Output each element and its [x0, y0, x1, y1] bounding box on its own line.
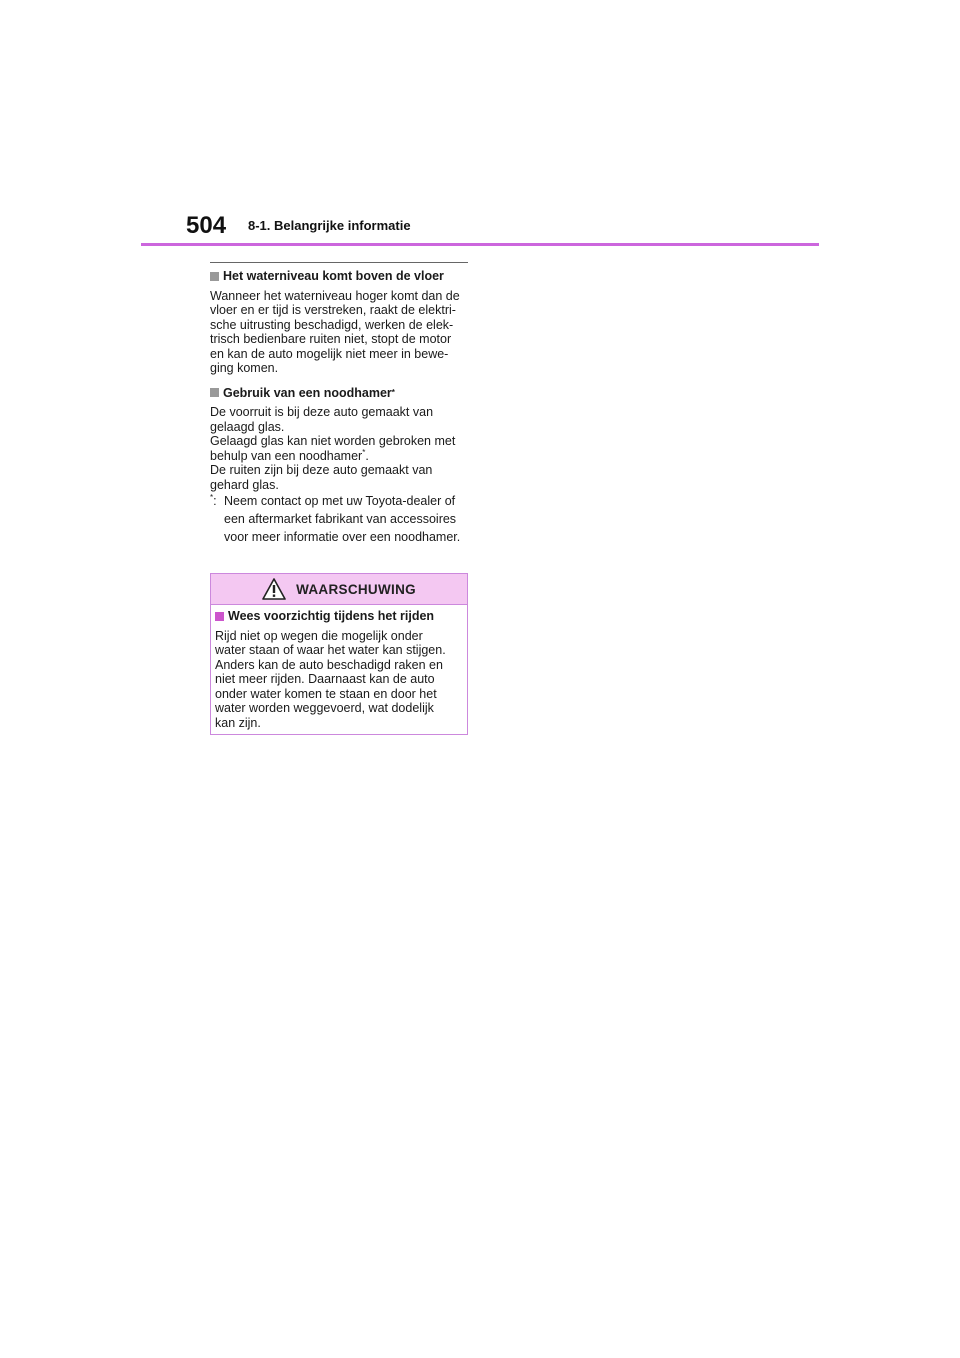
warning-title: WAARSCHUWING [296, 581, 416, 597]
paragraph-tempered-glass: De ruiten zijn bij deze auto gemaakt van gehard glas. [210, 463, 433, 492]
bullet-square-icon [210, 388, 219, 397]
section-divider [210, 262, 468, 263]
laminated-glass-text: De voorruit is bij deze auto gemaakt van gelaagd glas. Gelaagd glas kan niet worden gebroken met behulp van een noodhamer [210, 405, 456, 463]
paragraph-water-level: Wanneer het waterniveau hoger komt dan de vloer en er tijd is verstreken, raakt de elektri- sche uitrusting beschadigd, werken de elek- trisch bedienbare ruiten niet, stopt de motor en kan de auto mogelijk niet meer in bewe- ging komen. [210, 288, 460, 375]
main-column [210, 262, 468, 546]
subheading-water-level [210, 269, 468, 284]
subheading-text: Gebruik van een noodhamer [223, 385, 392, 400]
warning-box [210, 573, 468, 735]
footnote [210, 492, 468, 546]
footnote-text: Neem contact op met uw Toyota-dealer of een aftermarket fabrikant van accessoires voor meer informatie over een noodhamer. [224, 494, 461, 544]
header-rule [141, 243, 819, 246]
warning-header [211, 574, 467, 605]
subheading-emergency-hammer: Gebruik van een noodhamer * [210, 386, 468, 401]
paragraph-laminated-glass [210, 405, 468, 463]
page-number: 504 [186, 212, 227, 239]
warning-body [211, 605, 467, 730]
footnote-mark: *: [210, 492, 217, 508]
warning-triangle-icon [262, 578, 286, 600]
period: . [365, 448, 369, 463]
bullet-square-icon [210, 272, 219, 281]
warning-subheading [215, 609, 463, 624]
bullet-square-icon [215, 612, 224, 621]
warning-paragraph: Rijd niet op wegen die mogelijk onder water staan of waar het water kan stijgen. Anders kan de auto beschadigd raken en niet meer rijden. Daarnaast kan de auto onder water komen te staan en door het water worden weggevoerd, wat dodelijk kan zijn. [215, 628, 446, 730]
section-title: 8-1. Belangrijke informatie [248, 218, 411, 233]
warning-subheading-text: Wees voorzichtig tijdens het rijden [228, 609, 435, 623]
asterisk-mark: * [362, 447, 366, 457]
subheading-text: Het waterniveau komt boven de vloer [223, 269, 444, 283]
